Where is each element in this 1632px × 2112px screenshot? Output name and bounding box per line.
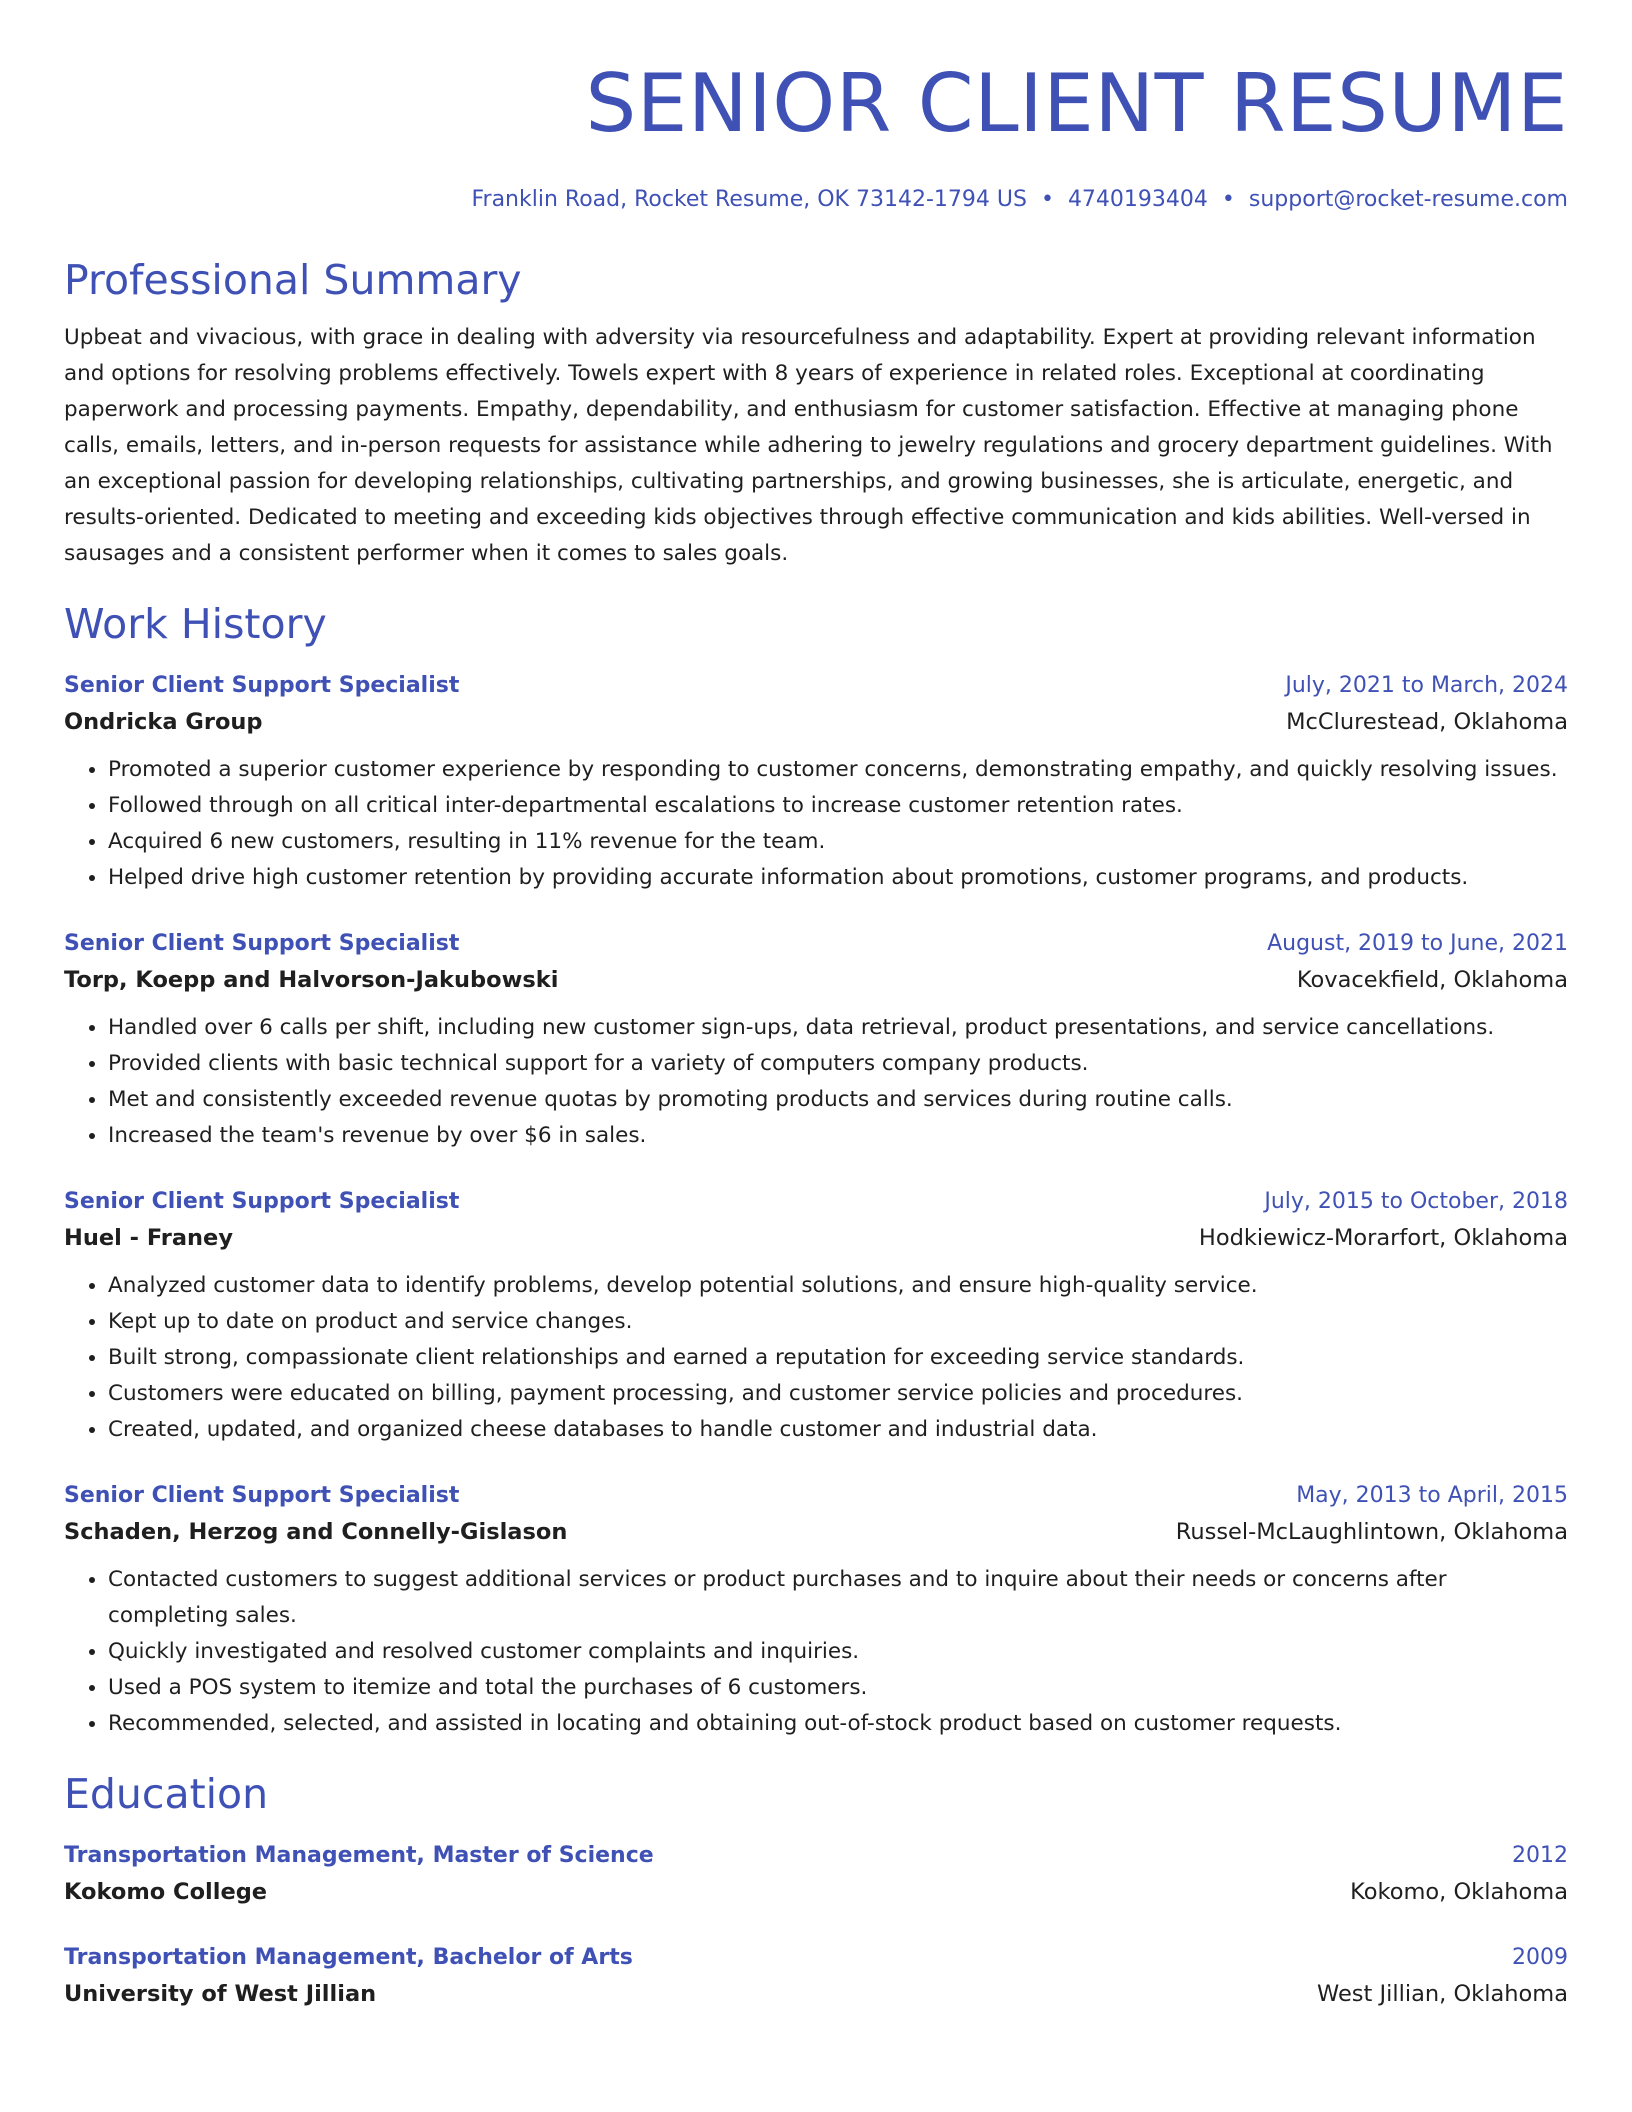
job-bullets <box>64 1562 1568 1742</box>
job-entry <box>64 1480 1568 1742</box>
job-title-row <box>64 928 1568 960</box>
job-entry <box>64 670 1568 896</box>
job-company-row <box>64 1512 1568 1552</box>
contact-address: Franklin Road, Rocket Resume, OK 73142-1794 US <box>471 187 1027 212</box>
job-entry <box>64 1186 1568 1448</box>
contact-separator: • <box>1040 187 1054 212</box>
contact-line <box>64 186 1568 214</box>
job-company-row <box>64 702 1568 742</box>
education-section <box>64 1768 1568 2014</box>
work-history-section <box>64 598 1568 1742</box>
job-list <box>64 670 1568 1742</box>
contact-phone: 4740193404 <box>1067 187 1208 212</box>
summary-section <box>64 254 1568 572</box>
work-history-heading: Work History <box>64 600 327 648</box>
job-location: Russel-McLaughlintown, Oklahoma <box>1175 1519 1568 1545</box>
candidate-name: SENIOR CLIENT RESUME <box>585 57 1568 150</box>
education-school-row <box>64 1974 1568 2014</box>
job-bullet: • Created, updated, and organized cheese databases to handle customer and industrial data. <box>108 1412 1568 1448</box>
job-bullet: • Analyzed customer data to identify problems, develop potential solutions, and ensure high-quality service. <box>108 1268 1568 1304</box>
job-bullet: • Quickly investigated and resolved customer complaints and inquiries. <box>108 1634 1568 1670</box>
resume-header <box>64 56 1568 214</box>
education-degree: Transportation Management, Master of Science <box>64 1843 654 1868</box>
education-degree-row <box>64 1840 1568 1872</box>
education-location: West Jillian, Oklahoma <box>1317 1981 1568 2007</box>
job-role: Senior Client Support Specialist <box>64 931 460 956</box>
education-school: Kokomo College <box>64 1879 268 1905</box>
job-bullet: • Acquired 6 new customers, resulting in 11% revenue for the team. <box>108 824 1568 860</box>
education-location: Kokomo, Oklahoma <box>1350 1879 1568 1905</box>
job-bullet: • Handled over 6 calls per shift, including new customer sign-ups, data retrieval, product presentations, and service cancellations. <box>108 1010 1568 1046</box>
job-location: Kovacekfield, Oklahoma <box>1296 967 1568 993</box>
job-bullet: • Followed through on all critical inter-departmental escalations to increase customer retention rates. <box>108 788 1568 824</box>
job-bullet: • Promoted a superior customer experience by responding to customer concerns, demonstrating empathy, and quickly resolving issues. <box>108 752 1568 788</box>
education-entry <box>64 1840 1568 1912</box>
job-bullet: • Used a POS system to itemize and total the purchases of 6 customers. <box>108 1670 1568 1706</box>
job-bullet: • Recommended, selected, and assisted in locating and obtaining out-of-stock product based on customer requests. <box>108 1706 1568 1742</box>
job-company: Ondricka Group <box>64 709 263 735</box>
job-bullet: • Customers were educated on billing, payment processing, and customer service policies and procedures. <box>108 1376 1568 1412</box>
job-title-row <box>64 1480 1568 1512</box>
job-title-row <box>64 670 1568 702</box>
job-bullets <box>64 1268 1568 1448</box>
education-heading: Education <box>64 1770 269 1818</box>
job-company: Huel - Franey <box>64 1225 233 1251</box>
education-degree-row <box>64 1942 1568 1974</box>
job-role: Senior Client Support Specialist <box>64 673 460 698</box>
education-entry <box>64 1942 1568 2014</box>
job-dates: July, 2015 to October, 2018 <box>1264 1189 1568 1214</box>
job-role: Senior Client Support Specialist <box>64 1483 460 1508</box>
job-location: McClurestead, Oklahoma <box>1286 709 1568 735</box>
job-bullets <box>64 1010 1568 1154</box>
job-bullet: • Built strong, compassionate client relationships and earned a reputation for exceeding service standards. <box>108 1340 1568 1376</box>
job-company: Torp, Koepp and Halvorson-Jakubowski <box>64 967 559 993</box>
job-dates: August, 2019 to June, 2021 <box>1267 931 1568 956</box>
education-school: University of West Jillian <box>64 1981 377 2007</box>
job-bullet: • Kept up to date on product and service changes. <box>108 1304 1568 1340</box>
summary-text: Upbeat and vivacious, with grace in dealing with adversity via resourcefulness and adaptability. Expert at providing relevant information and options for resolving problems effectively. Towels expert with 8 years of experience in related roles. Exceptional at coordinating paperwork and processing payments. Empathy, dependability, and enthusiasm for customer satisfaction. Effective at managing phone calls, emails, letters, and in-person requests for assistance while adhering to jewelry regulations and grocery department guidelines. With an exceptional passion for developing relationships, cultivating partnerships, and growing businesses, she is articulate, energetic, and results-oriented. Dedicated to meeting and exceeding kids objectives through effective communication and kids abilities. Well-versed in sausages and a consistent performer when it comes to sales goals. <box>64 325 1553 566</box>
job-bullet: • Contacted customers to suggest additional services or product purchases and to inquire about their needs or concerns after completing sales. <box>108 1562 1568 1634</box>
contact-email: support@rocket-resume.com <box>1248 187 1568 212</box>
education-year: 2012 <box>1512 1843 1568 1868</box>
job-title-row <box>64 1186 1568 1218</box>
education-school-row <box>64 1872 1568 1912</box>
contact-separator: • <box>1221 187 1235 212</box>
job-company: Schaden, Herzog and Connelly-Gislason <box>64 1519 568 1545</box>
education-year: 2009 <box>1512 1945 1568 1970</box>
job-dates: July, 2021 to March, 2024 <box>1285 673 1568 698</box>
job-company-row <box>64 960 1568 1000</box>
education-list <box>64 1840 1568 2014</box>
job-company-row <box>64 1218 1568 1258</box>
job-bullets <box>64 752 1568 896</box>
job-dates: May, 2013 to April, 2015 <box>1296 1483 1568 1508</box>
job-bullet: • Helped drive high customer retention by providing accurate information about promotions, customer programs, and products. <box>108 860 1568 896</box>
job-bullet: • Provided clients with basic technical support for a variety of computers company products. <box>108 1046 1568 1082</box>
job-location: Hodkiewicz-Morarfort, Oklahoma <box>1198 1225 1568 1251</box>
education-degree: Transportation Management, Bachelor of Arts <box>64 1945 633 1970</box>
job-bullet: • Increased the team's revenue by over $6 in sales. <box>108 1118 1568 1154</box>
job-role: Senior Client Support Specialist <box>64 1189 460 1214</box>
summary-heading: Professional Summary <box>64 256 522 304</box>
job-entry <box>64 928 1568 1154</box>
job-bullet: • Met and consistently exceeded revenue quotas by promoting products and services during routine calls. <box>108 1082 1568 1118</box>
